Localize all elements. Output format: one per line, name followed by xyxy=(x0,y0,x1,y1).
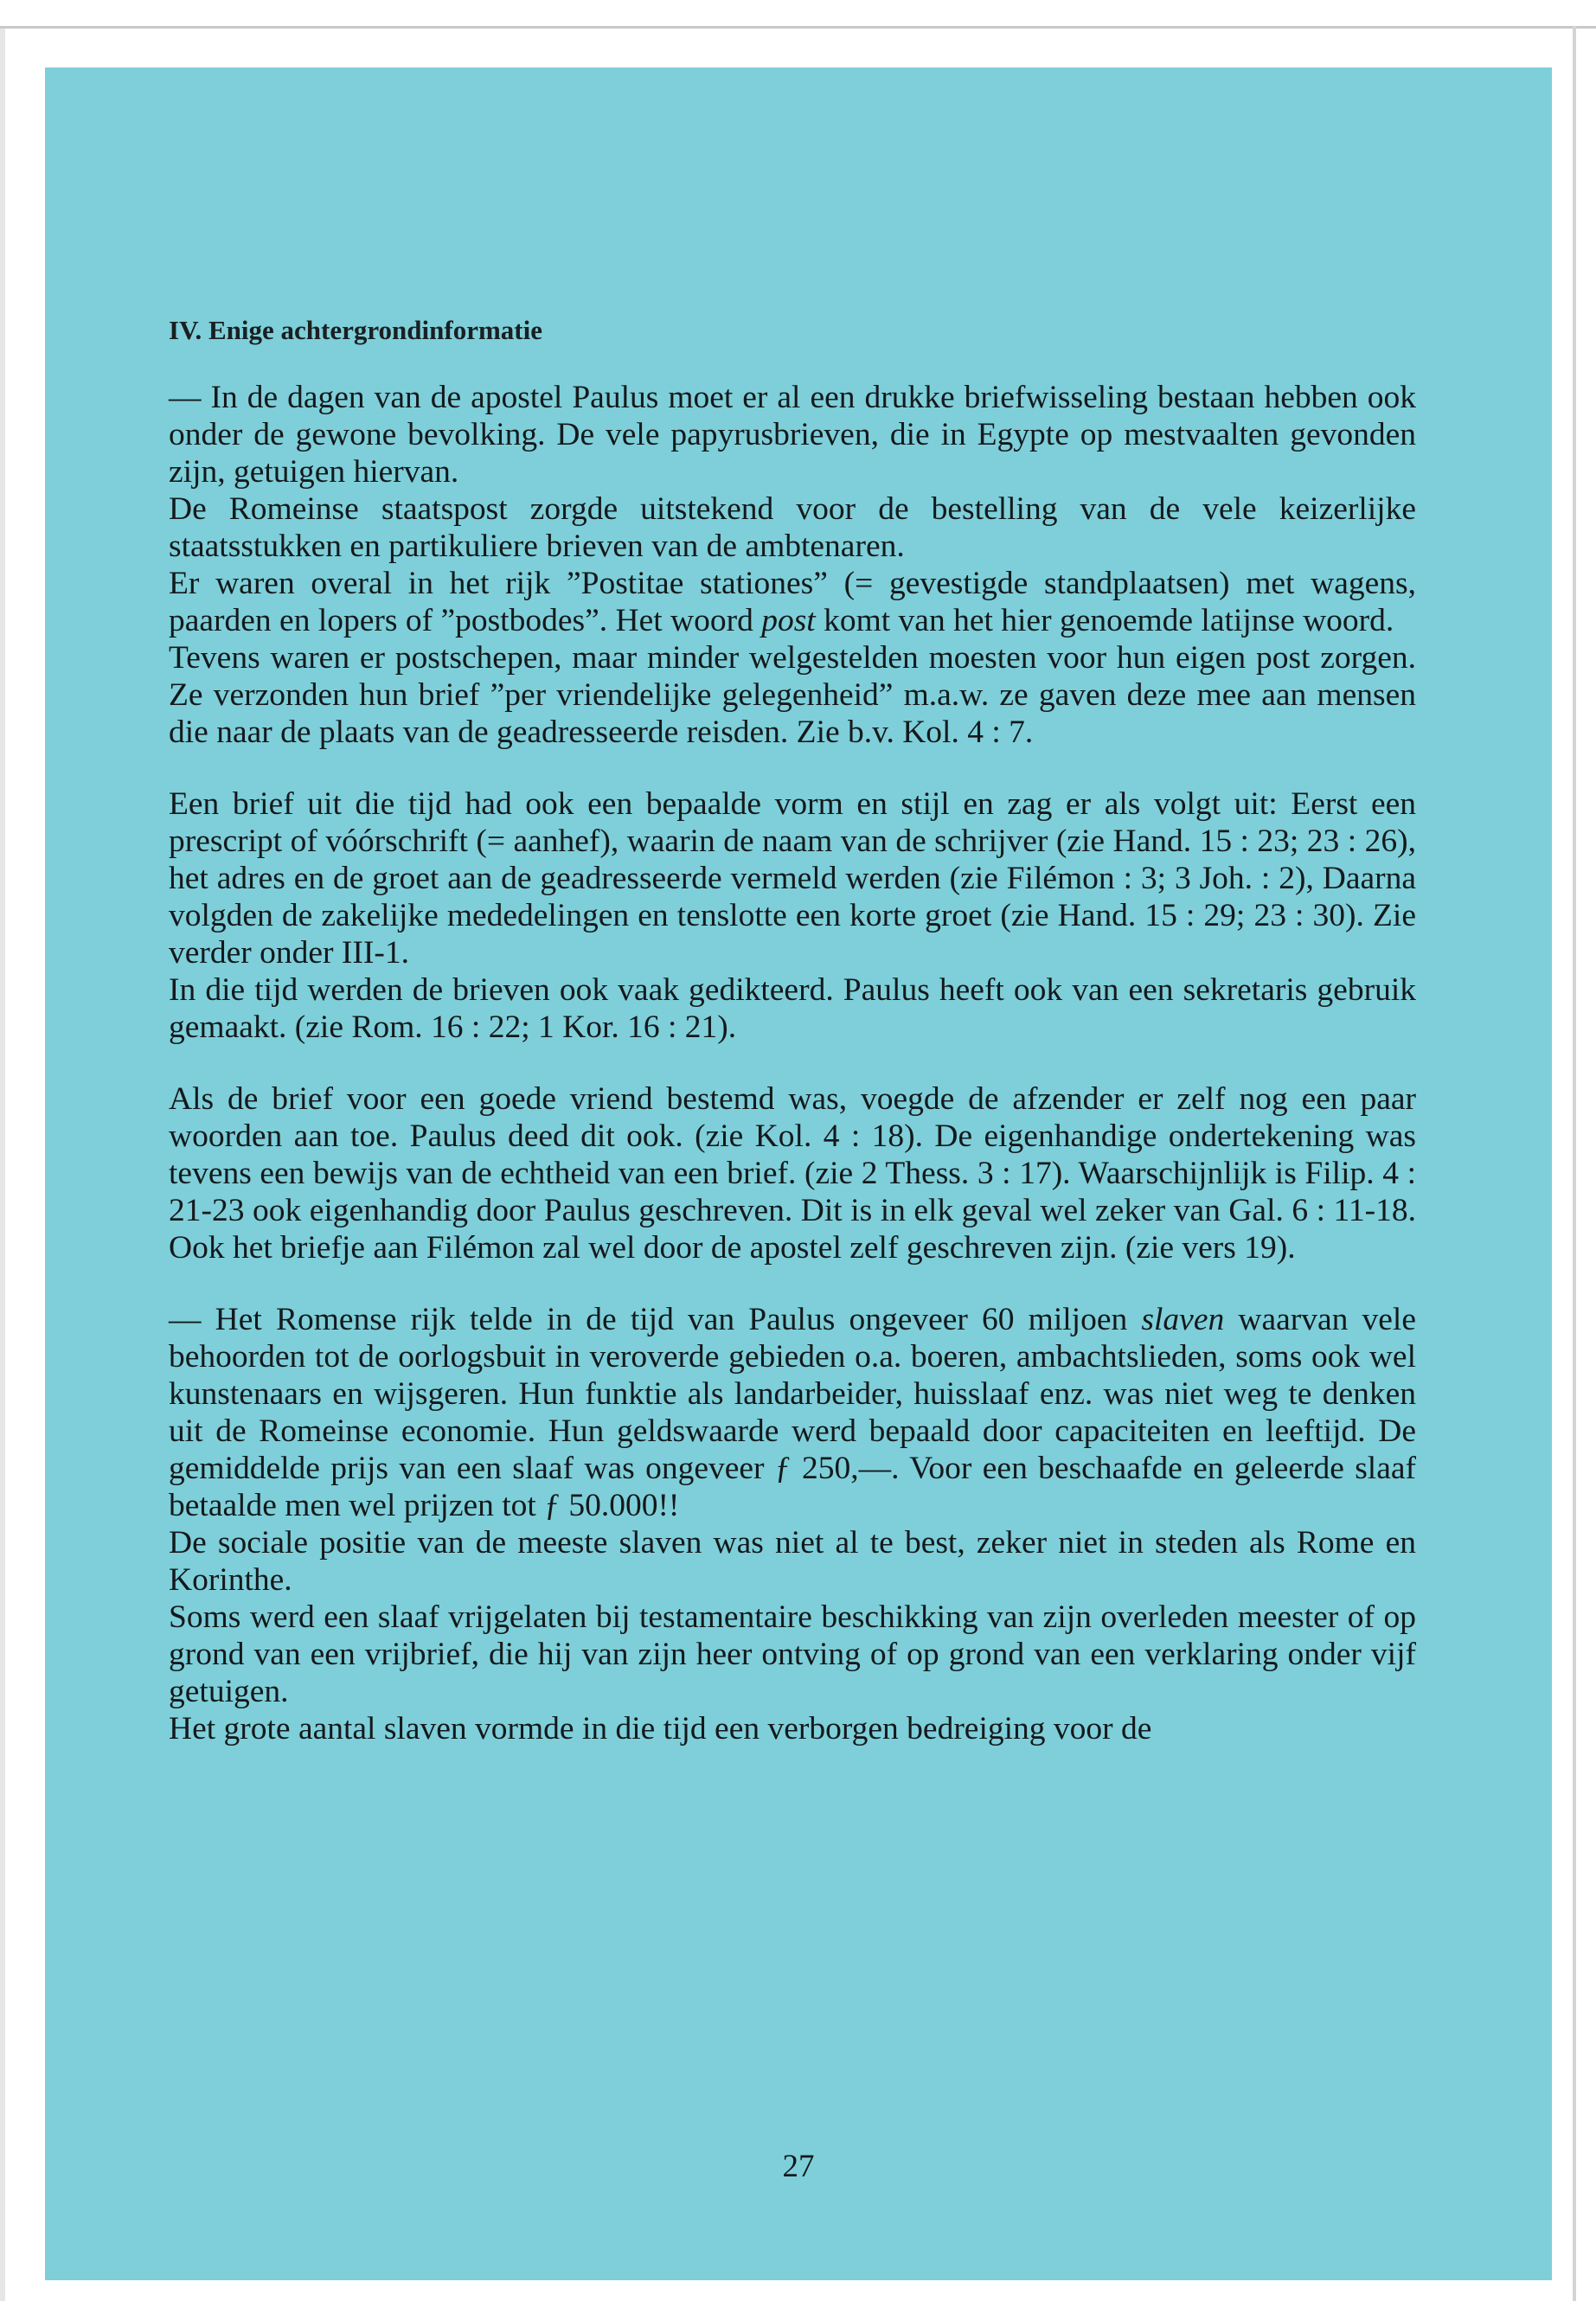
paragraph-signature: Als de brief voor een goede vriend bestemd was, voegde de afzender er zelf nog een paar woorden aan toe. Paulus deed dit ook. (zie Kol. 4 : 18). De eigenhandige ondertekening was tevens een bewijs van de echtheid van een brief. (zie 2 Thess. 3 : 17). Waarschijnlijk is Filip. 4 : 21-23 ook eigenhandig door Paulus geschreven. Dit is in elk geval wel zeker van Gal. 6 : 11-18. Ook het briefje aan Filémon zal wel door de apostel zelf geschreven zijn. (zie vers 19). xyxy=(169,1081,1416,1266)
paragraph-postitae-stationes xyxy=(169,565,1416,639)
paragraph-social-position: De sociale positie van de meeste slaven was niet al te best, zeker niet in steden als Rome en Korinthe. xyxy=(169,1525,1416,1598)
paragraph-postschepen: Tevens waren er postschepen, maar minder welgestelden moesten voor hun eigen post zorgen. Ze verzonden hun brief ”per vriendelijke gelegenheid” m.a.w. ze gaven deze mee aan mensen die naar de plaats van de geadresseerde reisden. Zie b.v. Kol. 4 : 7. xyxy=(169,640,1416,750)
paragraph-manumission: Soms werd een slaaf vrijgelaten bij testamentaire beschikking van zijn overleden meester of op grond van een vrijbrief, die hij van zijn heer ontving of op grond van een verklaring onder vijf getuigen. xyxy=(169,1599,1416,1709)
scan-edge-top xyxy=(0,26,1596,29)
paragraph-text-after: waarvan vele behoorden tot de oorlogsbuit in veroverde gebieden o.a. boeren, ambachtslieden, soms ook wel kunstenaars en wijsgeren. Hun funktie als landarbeider, huisslaaf enz. was niet weg te denken uit de Romeinse economie. Hun geldswaarde werd bepaald door capaciteiten en leeftijd. De gemiddelde prijs van een slaaf was ongeveer ƒ 250,—. Voor een beschaafde en geleerde slaaf betaalde men wel prijzen tot ƒ 50.000!! xyxy=(169,1302,1416,1523)
paragraph-letter-form: Een brief uit die tijd had ook een bepaalde vorm en stijl en zag er als volgt uit: Eerst een prescript of vóórschrift (= aanhef), waarin de naam van de schrijver (zie Hand. 15 : 23; 23 : 26), het adres en de groet aan de geadresseerde vermeld werden (zie Filémon : 3; 3 Joh. : 2), Daarna volgden de zakelijke mededelingen en tenslotte een korte groet (zie Hand. 15 : 29; 23 : 30). Zie verder onder III-1. xyxy=(169,786,1416,971)
emphasis-slaven: slaven xyxy=(1141,1302,1225,1337)
page-number: 27 xyxy=(782,2149,815,2184)
document-page xyxy=(45,67,1552,2280)
paragraph-text-after: komt van het hier genoemde latijnse woord. xyxy=(815,603,1394,638)
scan-edge-left xyxy=(0,26,5,2301)
paragraph-state-post: De Romeinse staatspost zorgde uitstekend voor de bestelling van de vele keizerlijke staatsstukken en partikuliere brieven van de ambtenaren. xyxy=(169,491,1416,564)
paragraph-threat: Het grote aantal slaven vormde in die tijd een verborgen bedreiging voor de xyxy=(169,1711,1152,1747)
paragraph-text-before: Er waren overal in het rijk ”Postitae stationes” (= gevestigde standplaatsen) met wagens, paarden en lopers of ”postbodes”. Het woord xyxy=(169,566,1416,638)
emphasis-post: post xyxy=(761,603,816,638)
paragraph-text-before: — Het Romense rijk telde in de tijd van Paulus ongeveer 60 miljoen xyxy=(169,1302,1142,1337)
section-heading: IV. Enige achtergrondinformatie xyxy=(169,315,542,345)
paragraph-dictation: In die tijd werden de brieven ook vaak gedikteerd. Paulus heeft ook van een sekretaris gebruik gemaakt. (zie Rom. 16 : 22; 1 Kor. 16 : 21). xyxy=(169,972,1416,1045)
scan-edge-right xyxy=(1573,26,1576,2301)
page-content xyxy=(169,311,1416,1747)
paragraph-correspondence-intro: — In de dagen van de apostel Paulus moet er al een drukke briefwisseling bestaan hebben ook onder de gewone bevolking. De vele papyrusbrieven, die in Egypte op mestvaalten gevonden zijn, getuigen hiervan. xyxy=(169,380,1416,490)
paragraph-slaves xyxy=(169,1301,1416,1524)
